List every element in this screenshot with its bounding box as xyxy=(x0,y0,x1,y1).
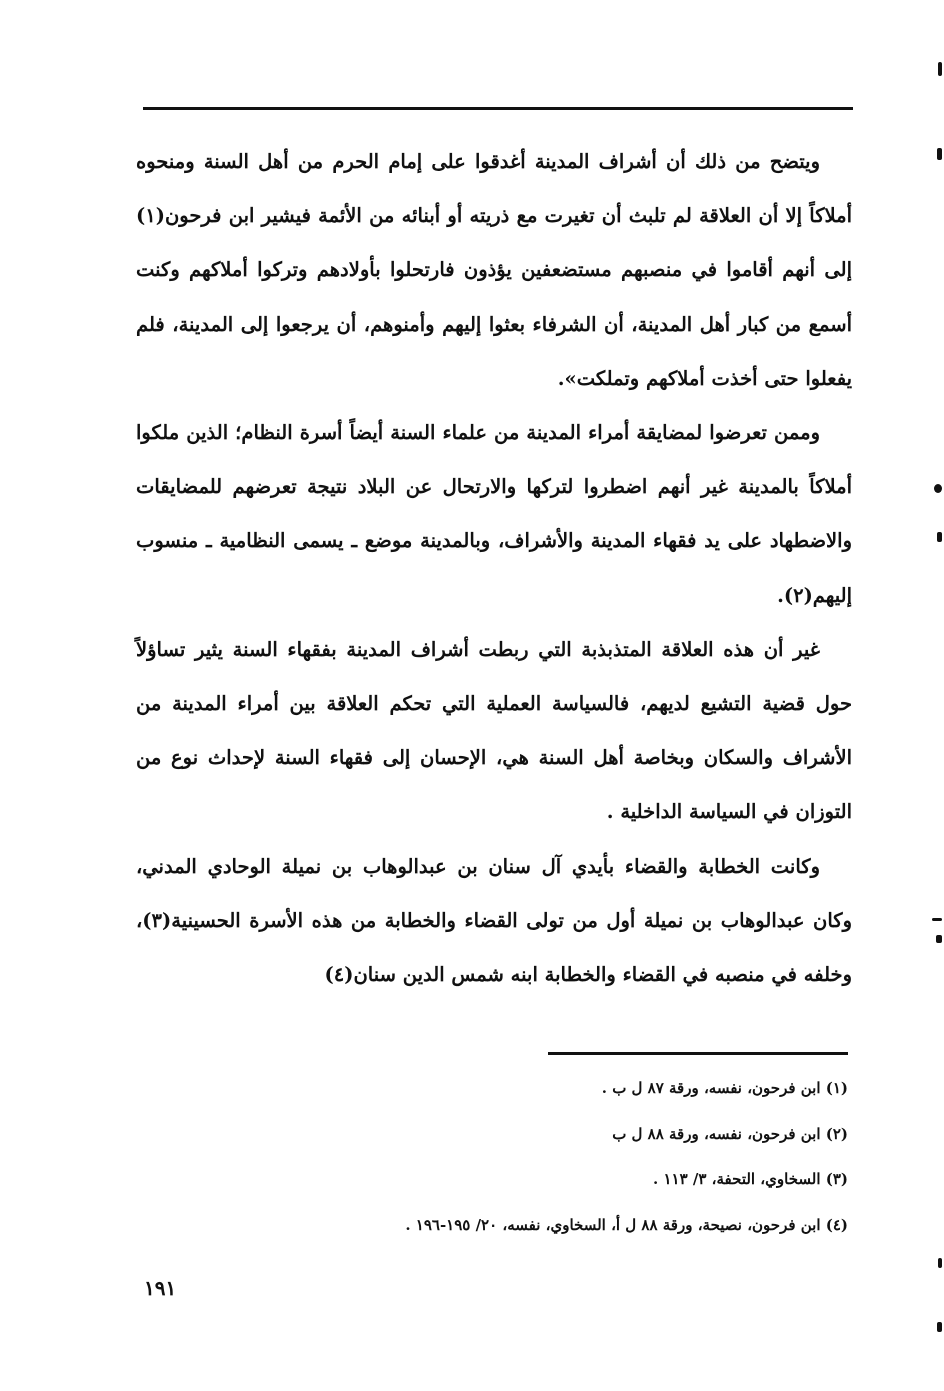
scan-edge-mark xyxy=(937,148,942,160)
scan-edge-mark xyxy=(938,62,942,76)
main-text xyxy=(136,135,852,1002)
paragraph: ويتضح من ذلك أن أشراف المدينة أغدقوا على إمام الحرم من أهل السنة ومنحوه أملاكاً إلا أن العلاقة لم تلبث أن تغيرت مع ذريته أو أبنائه من الأئمة فيشير ابن فرحون(١) إلى أنهم أقاموا في منصبهم مستضعفين يؤذون فارتحلوا بأولادهم وتركوا أملاكهم وكنت أسمع من كبار أهل المدينة، أن الشرفاء بعثوا إليهم وأمنوهم، أن يرجعوا إلى المدينة، فلم يفعلوا حتى أخذت أملاكهم وتملكت». xyxy=(136,150,852,390)
footnotes xyxy=(250,1066,848,1248)
scan-edge-mark xyxy=(932,918,942,921)
scan-edge-mark xyxy=(937,1322,942,1332)
paragraph: غير أن هذه العلاقة المتذبذبة التي ربطت أشراف المدينة بفقهاء السنة يثير تساؤلاً حول قضية التشيع لديهم، فالسياسة العملية التي تحكم العلاقة بين أمراء المدينة من الأشراف والسكان وبخاصة أهل السنة هي، الإحسان إلى فقهاء السنة لإحداث نوع من التوزان في السياسة الداخلية . xyxy=(136,637,852,824)
footnote: (٣) السخاوي، التحفة، ٣/ ١١٣ . xyxy=(653,1170,848,1188)
footnote: (٤) ابن فرحون، نصيحة، ورقة ٨٨ ل أ، السخاوي، نفسه، ٢٠/ ١٩٥-١٩٦ . xyxy=(405,1215,848,1234)
scan-edge-mark xyxy=(937,532,942,542)
page-number: ١٩١ xyxy=(144,1276,177,1300)
scan-edge-mark xyxy=(936,935,942,943)
footnote-separator xyxy=(548,1052,848,1055)
footnote: (١) ابن فرحون، نفسه، ورقة ٨٧ ل ب . xyxy=(601,1079,848,1097)
paragraph: وكانت الخطابة والقضاء بأيدي آل سنان بن عبدالوهاب بن نميلة الوحادي المدني، وكان عبدالوهاب بن نميلة أول من تولى القضاء والخطابة من هذه الأسرة الحسينية(٣)، وخلفه في منصبه في القضاء والخطابة ابنه شمس الدين سنان(٤) xyxy=(136,854,852,987)
header-rule xyxy=(143,107,853,110)
paragraph: وممن تعرضوا لمضايقة أمراء المدينة من علماء السنة أيضاً أسرة النظام؛ الذين ملكوا أملاكاً بالمدينة غير أنهم اضطروا لتركها والارتحال عن البلاد نتيجة تعرضهم للمضايقات والاضطهاد على يد فقهاء المدينة والأشراف، وبالمدينة موضع ـ يسمى النظامية ـ منسوب إليهم(٢). xyxy=(136,421,852,607)
scan-edge-mark xyxy=(938,1258,942,1268)
footnote: (٢) ابن فرحون، نفسه، ورقة ٨٨ ل ب xyxy=(612,1124,848,1143)
scan-edge-mark xyxy=(934,484,942,493)
